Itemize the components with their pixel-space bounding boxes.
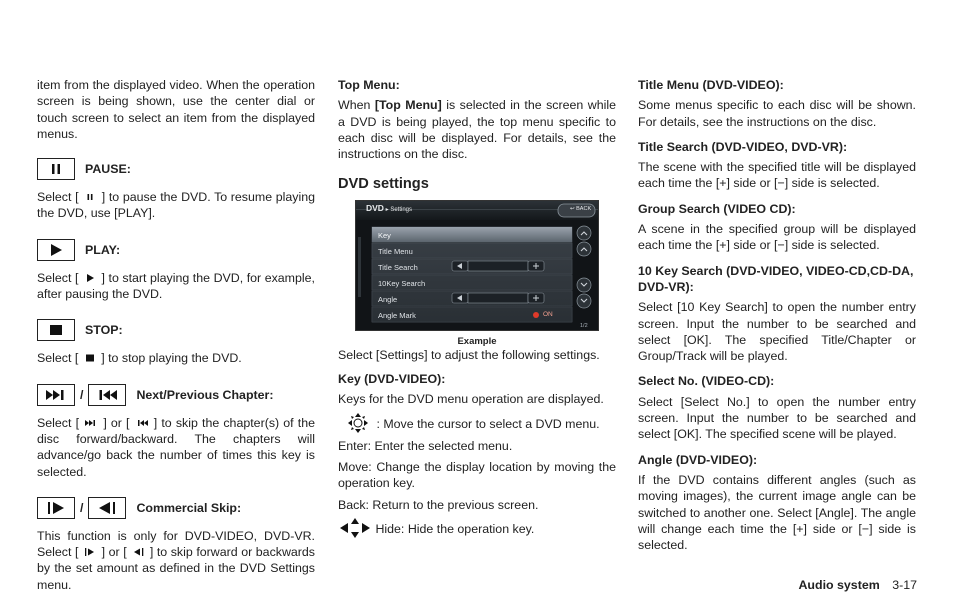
title-search-text: The scene with the specified title will be displayed each time the [+] side or [−] side is selected. [638,160,916,191]
intro-text: item from the displayed video. When the operation screen is being shown, use the center dial or touch screen to select an item from the displayed menus. [37,78,315,141]
stop-key [37,319,75,341]
title-search-heading: Title Search (DVD-VIDEO, DVD-VR): [638,139,848,154]
hide-text: Hide: Hide the operation key. [338,518,616,538]
move-cursor-text: : Move the cursor to select a DVD menu. [338,413,616,433]
next-prev-text: Select [ ] or [ ] to skip the chapter(s) of the disc forward/backward. The chapters will advance/go back the number of times this key is selected. [37,415,315,479]
title-menu-text: Some menus specific to each disc will be shown. For details, see the instructions on the disc. [638,98,916,129]
top-menu-text: When [Top Menu] is selected in the screen while a DVD is being played, the top menu specific to each disc will be displayed. For details, see the instructions on the disc. [338,98,616,162]
play-key [37,239,75,261]
ten-key-search-heading: 10 Key Search (DVD-VIDEO, VIDEO-CD,CD-DA, DVD-VR): [638,263,914,294]
screen-back-button: ↩ BACK [570,205,592,212]
footer-section: Audio system [798,578,880,592]
move-text: Move: Change the display location by moving the operation key. [338,459,616,491]
screen-item-angle: Angle [378,294,398,304]
hide-arrows-icon [338,518,372,538]
title-menu-heading: Title Menu (DVD-VIDEO): [638,78,784,92]
ten-key-search-text: Select [10 Key Search] to open the number entry screen. Input the number to be searched and select [OK]. The specified Title/Chapter or Group/Track will be played. [638,300,916,364]
screen-item-angle-mark: Angle Mark [378,310,416,320]
pause-text: Select [ ] to pause the DVD. To resume playing the DVD, use [PLAY]. [37,190,316,221]
column-middle [338,77,616,542]
group-search-heading: Group Search (VIDEO CD): [638,201,796,216]
play-label: PLAY: [85,242,121,257]
screen-angle-mark-value: ON [543,310,553,318]
footer-page-number: 3-17 [892,578,917,592]
back-text: Back: Return to the previous screen. [338,497,539,512]
column-left [37,77,315,593]
commercial-skip-heading [37,497,315,519]
skip-forward-inline-icon [82,546,98,558]
select-no-text: Select [Select No.] to open the number entry screen. Input the number to be searched and select [OK]. The specified scene will be played. [638,394,916,442]
stop-inline-icon [82,352,98,364]
select-settings-text: Select [Settings] to adjust the following settings. [338,347,600,362]
pause-label: PAUSE: [85,162,131,177]
enter-text: Enter: Enter the selected menu. [338,438,513,453]
play-text: Select [ ] to start playing the DVD, for example, after pausing the DVD. [37,270,315,302]
skip-backward-inline-icon [130,546,146,558]
screen-page-indicator: 1/2 [580,322,588,329]
pause-heading [37,158,315,180]
skip-forward-icon [46,501,66,515]
dvd-settings-heading: DVD settings [338,176,429,193]
dvd-settings-screen-image [355,200,599,331]
directional-pad-icon [343,413,373,433]
slash: / [80,500,84,515]
next-chapter-icon [45,389,67,401]
play-heading [37,239,315,261]
play-icon [49,243,63,257]
key-text: Keys for the DVD menu operation are displayed. [338,392,604,407]
page-footer [798,577,917,593]
angle-heading: Angle (DVD-VIDEO): [638,452,758,467]
commercial-skip-label: Commercial Skip: [136,500,242,515]
screen-item-title-search: Title Search [378,262,418,272]
slash: / [80,387,84,402]
skip-backward-icon [97,501,117,515]
pause-inline-icon [82,191,98,203]
previous-chapter-inline-icon [134,417,150,429]
top-menu-heading: Top Menu: [338,78,400,92]
next-chapter-inline-icon [83,417,99,429]
angle-text: If the DVD contains different angles (such as moving images), the current image angle can be switched to another one. Select [Angle]. The angle will change each time the [+] side or [−] side is selected. [638,472,916,553]
screen-title: DVD ▸ Settings [366,202,412,213]
pause-icon [50,163,62,175]
screen-item-10key-search: 10Key Search [378,278,426,288]
previous-chapter-key [88,384,126,406]
column-right [638,77,916,553]
next-prev-heading [37,384,315,406]
next-prev-label: Next/Previous Chapter: [136,387,274,402]
group-search-text: A scene in the specified group will be displayed each time the [+] side or [−] side is selected. [638,222,916,253]
commercial-skip-text: This function is only for DVD-VIDEO, DVD-VR. Select [ ] or [ ] to skip forward or backwards by the set amount as defined in the DVD Settings menu. [37,528,316,592]
skip-backward-key [88,497,126,519]
previous-chapter-icon [96,389,118,401]
screen-caption: Example [457,335,497,347]
stop-heading [37,319,315,341]
screen-item-title-menu: Title Menu [378,246,413,256]
next-chapter-key [37,384,75,406]
select-no-heading: Select No. (VIDEO-CD): [638,374,775,389]
stop-label: STOP: [85,323,123,338]
stop-icon [49,324,63,336]
screen-item-key: Key [378,230,391,240]
play-inline-icon [82,272,98,284]
key-heading: Key (DVD-VIDEO): [338,372,446,387]
skip-forward-key [37,497,75,519]
stop-text: Select [ ] to stop playing the DVD. [37,351,242,366]
pause-key [37,158,75,180]
back-arrow-icon: ↩ [570,205,575,212]
